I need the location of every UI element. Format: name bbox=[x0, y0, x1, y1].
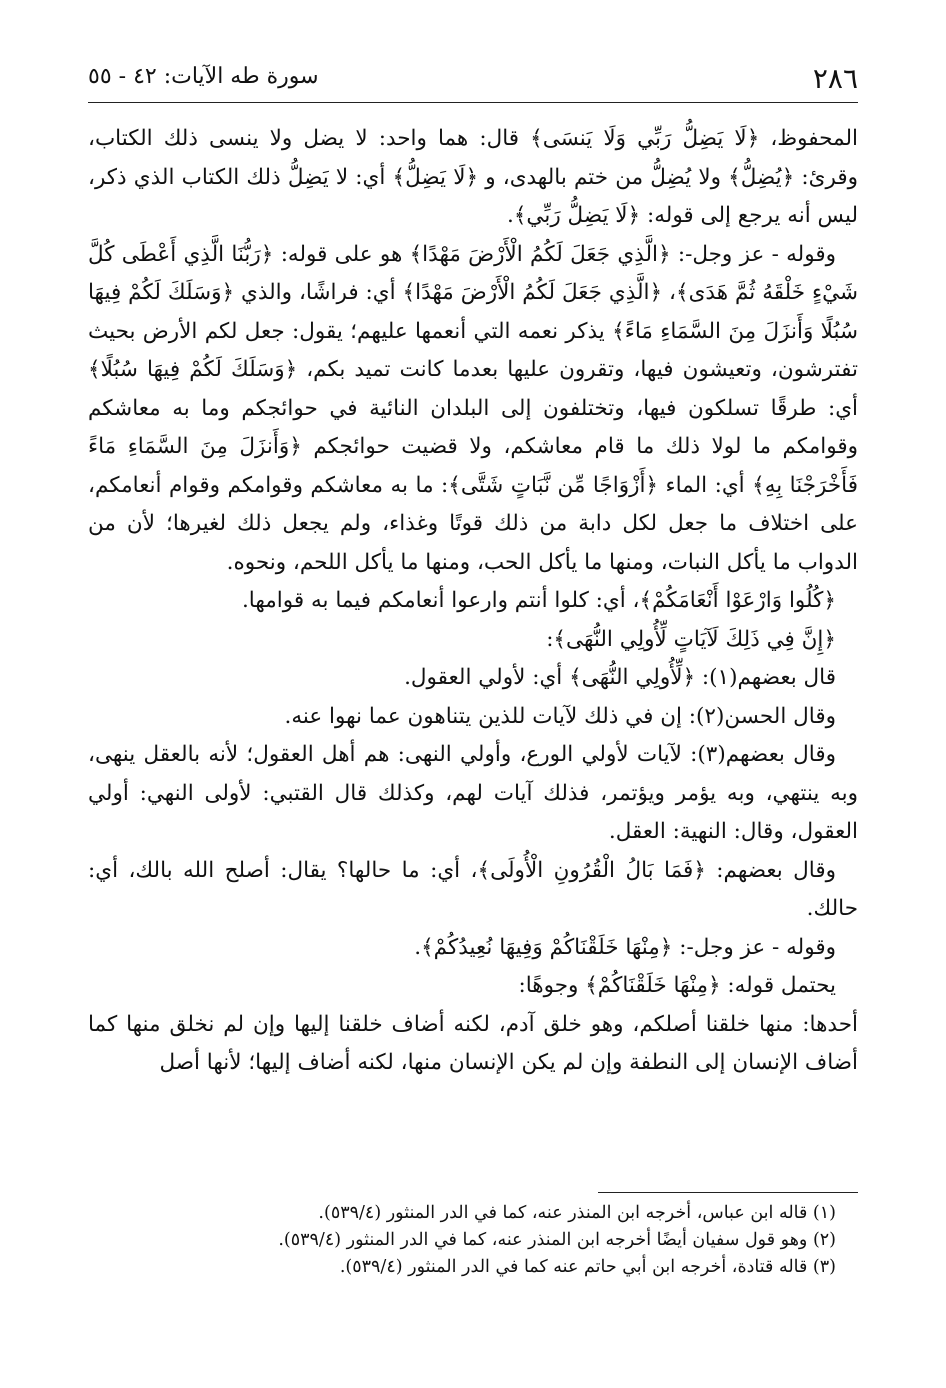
body-text bbox=[88, 120, 858, 1083]
footnote: (١) قاله ابن عباس، أخرجه ابن المنذر عنه، كما في الدر المنثور (٥٣٩/٤). bbox=[318, 1203, 836, 1223]
page-header bbox=[88, 58, 858, 103]
paragraph: قال بعضهم(١): ﴿لِّأُولِي النُّهَى﴾ أي: لأولي العقول. bbox=[404, 665, 836, 690]
page-number: ٢٨٦ bbox=[812, 62, 858, 95]
paragraph: ﴿إِنَّ فِي ذَلِكَ لَآيَاتٍ لِّأُولِي النُّهَى﴾: bbox=[546, 626, 836, 652]
paragraph: يحتمل قوله: ﴿مِنْهَا خَلَقْنَاكُمْ﴾ وجوهًا: bbox=[518, 973, 836, 998]
paragraph: المحفوظ، ﴿لَا يَضِلُّ رَبِّي وَلَا يَنسَى﴾ قال: هما واحد: لا يضل ولا ينسى ذلك الكتاب، وقرئ: ﴿يُضِلُّ﴾ ولا يُضِلُّ من ختم بالهدى، و ﴿لَا يَضِلُّ﴾ أي: لا يَضِلُّ ذلك الكتاب الذي ذكر، ليس أنه يرجع إلى قوله: ﴿لَا يَضِلُّ رَبِّي﴾. bbox=[88, 126, 858, 228]
paragraph: وقال بعضهم: ﴿فَمَا بَالُ الْقُرُونِ الْأُولَى﴾، أي: ما حالها؟ يقال: أصلح الله بالك، أي: حالك. bbox=[88, 857, 858, 921]
running-title: سورة طه الآيات: ٤٢ - ٥٥ bbox=[88, 64, 319, 89]
paragraph: وقوله - عز وجل-: ﴿الَّذِي جَعَلَ لَكُمُ الْأَرْضَ مَهْدًا﴾ هو على قوله: ﴿رَبُّنَا الَّذِي أَعْطَى كُلَّ شَيْءٍ خَلْقَهُ ثُمَّ هَدَى﴾، ﴿الَّذِي جَعَلَ لَكُمُ الْأَرْضَ مَهْدًا﴾ أي: فراشًا، والذي ﴿وَسَلَكَ لَكُمْ فِيهَا سُبُلًا وَأَنزَلَ مِنَ السَّمَاءِ مَاءً﴾ يذكر نعمه التي أنعمها عليهم؛ يقول: جعل لكم الأرض بحيث تفترشون، وتعيشون فيها، وتقرون عليها بعدما كانت تميد بكم، ﴿وَسَلَكَ لَكُمْ فِيهَا سُبُلًا﴾ أي: طرقًا تسلكون فيها، وتختلفون إلى البلدان النائية في حوائجكم وما به معاشكم وقوامكم ما لولا ذلك ما قام معاشكم، ولا قضيت حوائجكم ﴿وَأَنزَلَ مِنَ السَّمَاءِ مَاءً فَأَخْرَجْنَا بِهِ﴾ أي: الماء ﴿أَزْوَاجًا مِّن نَّبَاتٍ شَتَّى﴾: ما به معاشكم وقوامكم وقوام أنعامكم، على اختلاف ما جعل لكل دابة من ذلك قوتًا وغذاء، ولم يجعل ذلك لغيرها؛ لأن من الدواب ما يأكل النبات، ومنها ما يأكل الحب، ومنها ما يأكل اللحم، ونحوه. bbox=[88, 241, 858, 575]
footnotes bbox=[88, 1200, 836, 1281]
footnote-separator bbox=[598, 1192, 858, 1193]
footnote: (٣) قاله قتادة، أخرجه ابن أبي حاتم عنه كما في الدر المنثور (٥٣٩/٤). bbox=[339, 1257, 836, 1277]
paragraph: وقال بعضهم(٣): لآيات لأولي الورع، وأولي النهى: هم أهل العقول؛ لأنه بالعقل ينهى، وبه ينتهي، وبه يؤمر ويؤتمر، فذلك آيات لهم، وكذلك قال القتبي: لأولى النهي: أولي العقول، وقال: النهية: العقل. bbox=[88, 742, 858, 844]
footnote: (٢) وهو قول سفيان أيضًا أخرجه ابن المنذر عنه، كما في الدر المنثور (٥٣٩/٤). bbox=[278, 1230, 836, 1250]
paragraph: وقال الحسن(٢): إن في ذلك لآيات للذين يتناهون عما نهوا عنه. bbox=[284, 703, 836, 729]
paragraph: أحدها: منها خلقنا أصلكم، وهو خلق آدم، لكنه أضاف خلقنا إليها وإن لم نخلق منها كما أضاف الإنسان إلى النطفة وإن لم يكن الإنسان منها، لكنه أضاف إليها؛ لأنها أصل bbox=[88, 1011, 858, 1075]
paragraph: وقوله - عز وجل-: ﴿مِنْهَا خَلَقْنَاكُمْ وَفِيهَا نُعِيدُكُمْ﴾. bbox=[414, 934, 836, 960]
paragraph: ﴿كُلُوا وَارْعَوْا أَنْعَامَكُمْ﴾، أي: كلوا أنتم وارعوا أنعامكم فيما به قوامها. bbox=[241, 588, 836, 613]
